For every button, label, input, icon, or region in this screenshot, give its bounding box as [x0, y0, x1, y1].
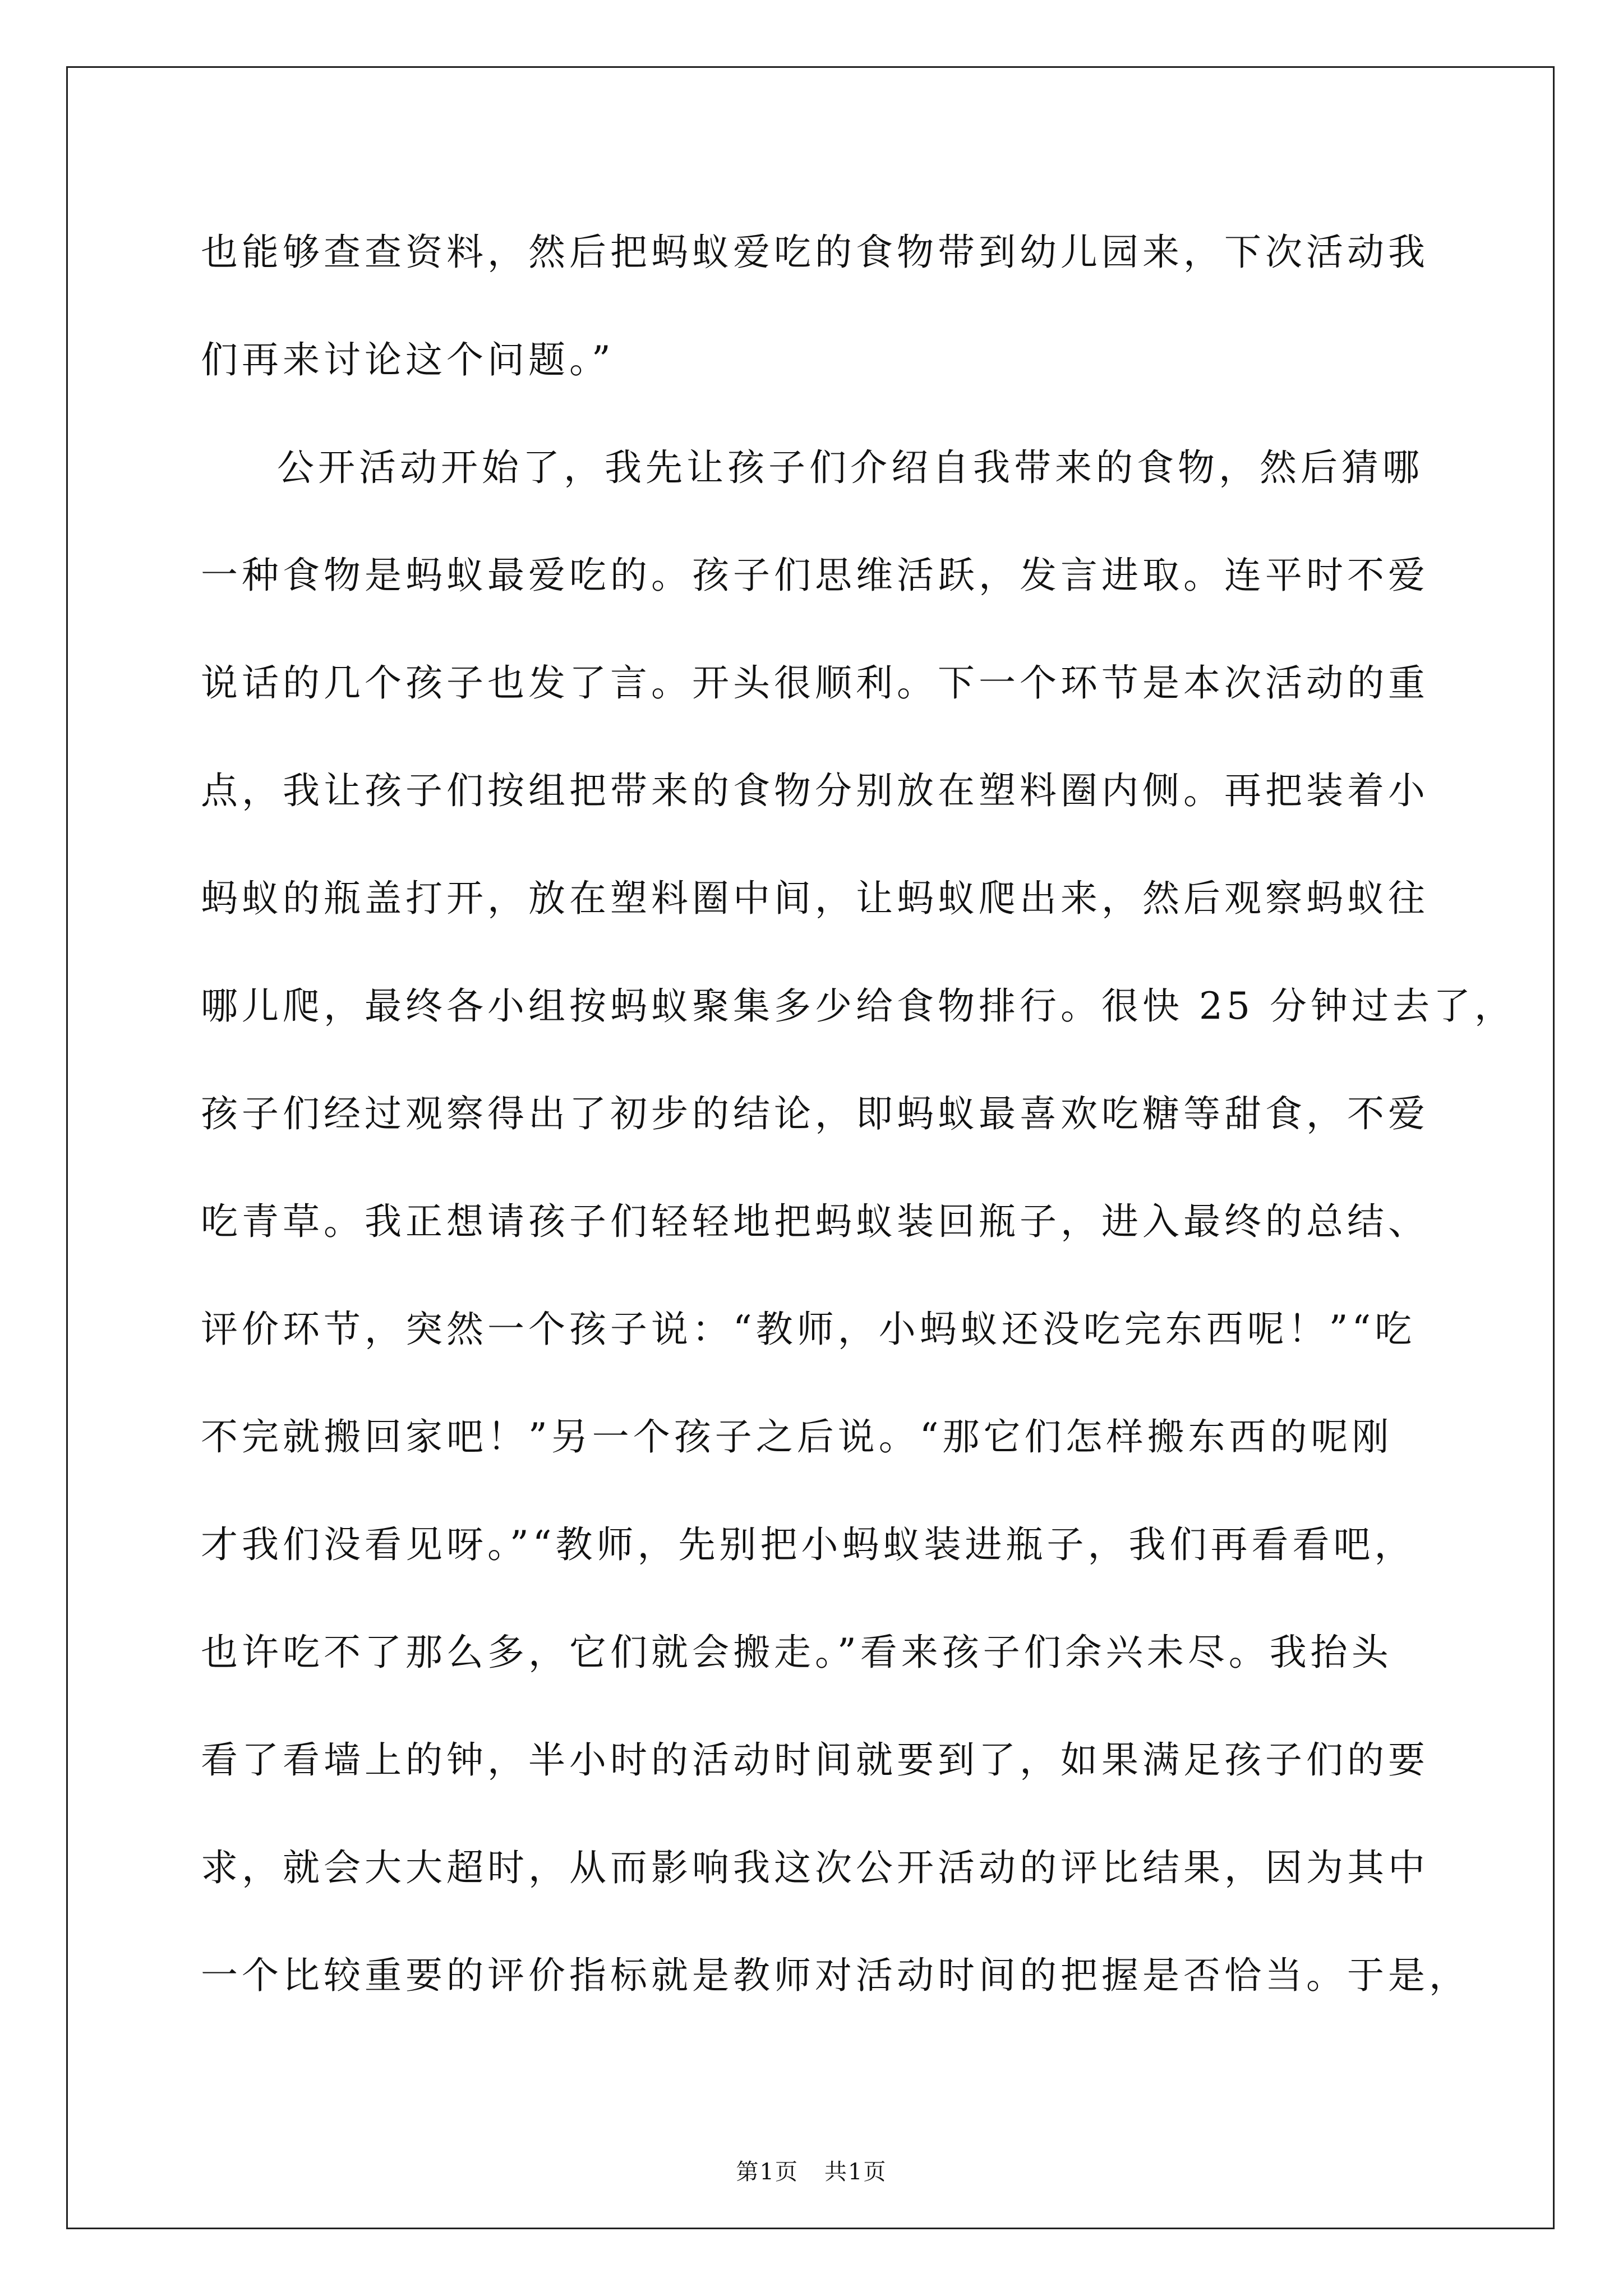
- page-footer: [0, 2155, 1623, 2189]
- text-line: 吃青草。我正想请孩子们轻轻地把蚂蚁装回瓶子，进入最终的总结、: [201, 1200, 1429, 1243]
- text-line: 哪儿爬，最终各小组按蚂蚁聚集多少给食物排行。很快 25 分钟过去了，: [201, 984, 1515, 1028]
- text-line: 点，我让孩子们按组把带来的食物分别放在塑料圈内侧。再把装着小: [201, 769, 1429, 812]
- text-line: 不完就搬回家吧！”另一个孩子之后说。“那它们怎样搬东西的呢刚: [201, 1415, 1393, 1458]
- text-line: 孩子们经过观察得出了初步的结论，即蚂蚁最喜欢吃糖等甜食，不爱: [201, 1092, 1429, 1135]
- text-line: 评价环节，突然一个孩子说：“教师，小蚂蚁还没吃完东西呢！”“吃: [201, 1308, 1416, 1351]
- text-line: 说话的几个孩子也发了言。开头很顺利。下一个环节是本次活动的重: [201, 661, 1429, 705]
- text-line: 求，就会大大超时，从而影响我这次公开活动的评比结果，因为其中: [201, 1846, 1429, 1889]
- text-line: 也能够查查资料，然后把蚂蚁爱吃的食物带到幼儿园来，下次活动我: [201, 231, 1429, 274]
- paragraph-start-line: 公开活动开始了，我先让孩子们介绍自我带来的食物，然后猜哪: [277, 446, 1423, 489]
- page-number: 第1页: [736, 2159, 799, 2185]
- text-line: 蚂蚁的瓶盖打开，放在塑料圈中间，让蚂蚁爬出来，然后观察蚂蚁往: [201, 877, 1429, 920]
- page-total: 共1页: [824, 2159, 887, 2185]
- text-line: 才我们没看见呀。”“教师，先别把小蚂蚁装进瓶子，我们再看看吧，: [201, 1523, 1415, 1566]
- body-text: [201, 213, 1515, 2044]
- text-line: 看了看墙上的钟，半小时的活动时间就要到了，如果满足孩子们的要: [201, 1738, 1429, 1782]
- text-line: 一种食物是蚂蚁最爱吃的。孩子们思维活跃，发言进取。连平时不爱: [201, 554, 1429, 597]
- text-line: 们再来讨论这个问题。”: [201, 338, 615, 381]
- text-line: 一个比较重要的评价指标就是教师对活动时间的把握是否恰当。于是，: [201, 1954, 1470, 1997]
- text-line: 也许吃不了那么多，它们就会搬走。”看来孩子们余兴未尽。我抬头: [201, 1631, 1393, 1674]
